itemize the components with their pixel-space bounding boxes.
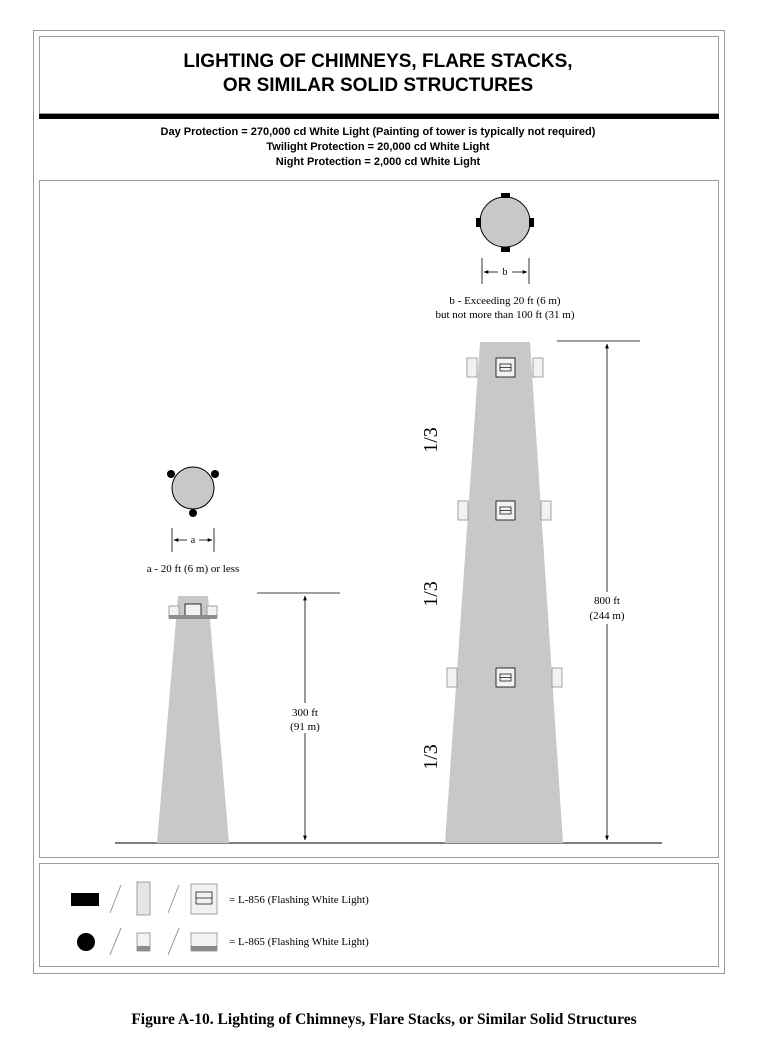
- structure-a-label: a - 20 ft (6 m) or less: [146, 563, 240, 575]
- structure-b-body: [445, 342, 563, 843]
- figure-caption: Figure A-10. Lighting of Chimneys, Flare Stacks, or Similar Solid Structures: [131, 1011, 637, 1028]
- l865-light-marker: [167, 470, 175, 478]
- legend-separator: [110, 928, 121, 955]
- l856-light-marker: [501, 247, 510, 252]
- l856-light-side: [458, 501, 468, 520]
- night-protection: Night Protection = 2,000 cd White Light: [275, 156, 481, 168]
- legend-separator: [110, 885, 121, 913]
- title-line-2: OR SIMILAR SOLID STRUCTURES: [222, 75, 534, 96]
- l856-light-side: [447, 668, 457, 687]
- section-label-1: 1/3: [420, 427, 442, 453]
- l856-light-marker: [476, 218, 481, 227]
- legend-l865: = L-865 (Flashing White Light): [229, 936, 369, 948]
- structure-b-label-2: but not more than 100 ft (31 m): [435, 309, 575, 321]
- twilight-protection: Twilight Protection = 20,000 cd White Light: [266, 141, 490, 153]
- l856-light-side: [533, 358, 543, 377]
- l856-light-marker: [529, 218, 534, 227]
- l865-light-base: [169, 615, 217, 619]
- l865-light-marker: [189, 509, 197, 517]
- legend: [71, 882, 369, 955]
- structure-a-height-m: (91 m): [290, 721, 320, 733]
- day-protection: Day Protection = 270,000 cd White Light (Painting of tower is typically not required): [160, 126, 596, 138]
- section-label-3: 1/3: [420, 744, 442, 770]
- structure-a-top-view: [172, 467, 214, 509]
- structure-a: [147, 467, 340, 843]
- structure-b-top-view: [480, 197, 530, 247]
- structure-a-height-ft: 300 ft: [292, 707, 318, 719]
- title-line-1: LIGHTING OF CHIMNEYS, FLARE STACKS,: [183, 51, 573, 72]
- l856-top-view-symbol: [71, 893, 99, 906]
- l856-light-side: [541, 501, 551, 520]
- legend-separator: [168, 885, 179, 913]
- structure-a-body: [157, 596, 229, 843]
- l856-light-side: [467, 358, 477, 377]
- l856-side-symbol: [137, 882, 150, 915]
- structure-b-height-ft: 800 ft: [594, 595, 620, 607]
- l856-front-symbol: [191, 884, 217, 914]
- legend-l856: = L-856 (Flashing White Light): [229, 894, 369, 906]
- structure-b: [420, 193, 640, 843]
- l856-light-marker: [501, 193, 510, 198]
- l856-light-side: [552, 668, 562, 687]
- structure-b-height-m: (244 m): [589, 610, 625, 622]
- l865-light-marker: [211, 470, 219, 478]
- l865-top-view-symbol: [77, 933, 95, 951]
- section-label-2: 1/3: [420, 581, 442, 607]
- structure-b-label-1: b - Exceeding 20 ft (6 m): [449, 295, 561, 307]
- dim-a-letter: a: [190, 535, 196, 546]
- legend-separator: [168, 928, 179, 955]
- dim-b-letter: b: [502, 267, 508, 278]
